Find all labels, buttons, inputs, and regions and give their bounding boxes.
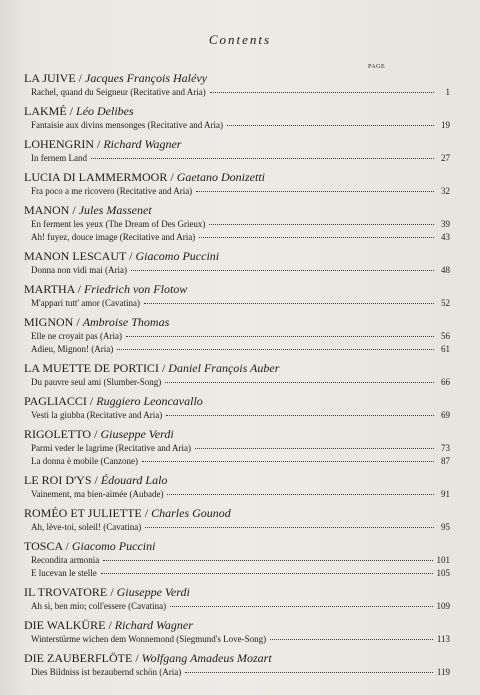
aria-title: Donna non vidi mai (Aria) xyxy=(31,265,127,275)
aria-title: E lucevan le stelle xyxy=(31,568,97,578)
composer-name: Léo Delibes xyxy=(76,104,134,118)
toc-entry xyxy=(24,282,450,309)
dot-leader xyxy=(209,215,434,225)
aria-title: Ah! fuyez, douce image (Recitative and Aria) xyxy=(31,232,196,242)
aria-title: Fra poco a me ricovero (Recitative and Aria) xyxy=(31,186,193,196)
page-number: 61 xyxy=(441,344,450,354)
page-number: 43 xyxy=(441,232,450,242)
page-number: 95 xyxy=(441,522,450,532)
composer-name: Jacques François Halévy xyxy=(85,71,207,85)
toc-entry xyxy=(24,651,450,678)
page-number: 39 xyxy=(441,219,450,229)
separator-slash: / xyxy=(91,427,101,441)
separator-slash: / xyxy=(73,315,83,329)
aria-row xyxy=(31,296,450,309)
composer-name: Giacomo Puccini xyxy=(135,249,220,263)
aria-row xyxy=(31,342,450,355)
aria-title: Recondita armonia xyxy=(31,555,100,565)
dot-leader xyxy=(210,83,434,93)
page-number: 73 xyxy=(441,443,450,453)
aria-title: Parmi veder le lagrime (Recitative and Aria) xyxy=(31,443,191,453)
aria-title: Fantaisie aux divins mensonges (Recitative and Aria) xyxy=(31,120,223,130)
dot-leader xyxy=(195,439,434,449)
dot-leader xyxy=(170,597,432,607)
opera-title: ROMÉO ET JULIETTE xyxy=(24,506,142,520)
opera-title: LE ROI D'YS xyxy=(24,473,92,487)
dot-leader xyxy=(117,340,434,350)
opera-title: LAKMÉ xyxy=(24,104,67,118)
page-number: 105 xyxy=(436,568,450,578)
composer-name: Charles Gounod xyxy=(151,506,231,520)
toc-entry xyxy=(24,71,450,98)
composer-name: Ruggiero Leoncavallo xyxy=(96,394,203,408)
dot-leader xyxy=(126,327,434,337)
separator-slash: / xyxy=(74,282,84,296)
dot-leader xyxy=(196,182,434,192)
aria-row xyxy=(31,151,450,164)
dot-leader xyxy=(131,261,434,271)
opera-title: LUCIA DI LAMMERMOOR xyxy=(24,170,168,184)
toc-entry xyxy=(24,585,450,612)
aria-row xyxy=(31,665,450,678)
dot-leader xyxy=(167,485,434,495)
page-number: 19 xyxy=(441,120,450,130)
page-number: 91 xyxy=(441,489,450,499)
separator-slash: / xyxy=(91,473,101,487)
dot-leader xyxy=(270,630,433,640)
aria-title: Dies Bildniss ist bezaubernd schön (Aria) xyxy=(31,667,182,677)
separator-slash: / xyxy=(105,618,115,632)
toc-entry xyxy=(24,249,450,276)
dot-leader xyxy=(103,551,432,561)
separator-slash: / xyxy=(132,651,142,665)
dot-leader xyxy=(145,518,434,528)
opera-title: DIE ZAUBERFLÖTE xyxy=(24,651,133,665)
aria-title: Elle ne croyait pas (Aria) xyxy=(31,331,122,341)
toc-entry xyxy=(24,427,450,467)
page-number: 69 xyxy=(441,410,450,420)
separator-slash: / xyxy=(86,394,97,408)
page-number: 119 xyxy=(436,667,450,677)
dot-leader xyxy=(91,149,434,159)
page-number: 87 xyxy=(441,456,450,466)
opera-title: LA JUIVE xyxy=(24,71,76,85)
dot-leader xyxy=(185,663,433,673)
separator-slash: / xyxy=(94,137,104,151)
toc-entry xyxy=(24,506,450,533)
aria-row xyxy=(31,520,450,533)
opera-title: PAGLIACCI xyxy=(24,394,87,408)
opera-title: TOSCA xyxy=(24,539,63,553)
toc-entry xyxy=(24,618,450,645)
dot-leader xyxy=(166,406,434,416)
aria-row xyxy=(31,230,450,243)
toc-entry xyxy=(24,315,450,355)
toc-entry xyxy=(24,170,450,197)
composer-name: Giuseppe Verdi xyxy=(116,585,190,599)
toc-entry xyxy=(24,104,450,131)
dot-leader xyxy=(199,228,434,238)
opera-title: MANON xyxy=(24,203,70,217)
aria-title: Ah, lève-toi, soleil! (Cavatina) xyxy=(31,522,142,532)
aria-row xyxy=(31,599,450,612)
opera-title: LA MUETTE DE PORTICI xyxy=(24,361,159,375)
aria-title: Vesti la giubba (Recitative and Aria) xyxy=(31,410,163,420)
dot-leader xyxy=(144,294,434,304)
page-number: 32 xyxy=(441,186,450,196)
aria-title: M'appari tutt' amor (Cavatina) xyxy=(31,298,140,308)
composer-name: Jules Massenet xyxy=(78,203,152,217)
composer-name: Giacomo Puccini xyxy=(71,539,156,553)
aria-row xyxy=(31,566,450,579)
dot-leader xyxy=(165,373,434,383)
aria-row xyxy=(31,118,450,131)
aria-row xyxy=(31,487,450,500)
dot-leader xyxy=(227,116,434,126)
aria-title: La donna è mobile (Canzone) xyxy=(31,456,138,466)
aria-title: En ferment les yeux (The Dream of Des Grieux) xyxy=(31,219,206,229)
composer-name: Gaetano Donizetti xyxy=(176,170,266,184)
separator-slash: / xyxy=(66,104,77,118)
composer-name: Giuseppe Verdi xyxy=(100,427,174,441)
composer-name: Wolfgang Amadeus Mozart xyxy=(141,651,272,665)
aria-title: Adieu, Mignon! (Aria) xyxy=(31,344,114,354)
separator-slash: / xyxy=(62,539,72,553)
separator-slash: / xyxy=(158,361,169,375)
page-number: 52 xyxy=(441,298,450,308)
page-number: 1 xyxy=(445,87,450,97)
separator-slash: / xyxy=(69,203,79,217)
opera-title: MANON LESCAUT xyxy=(24,249,127,263)
aria-title: Winterstürme wichen dem Wonnemond (Siegmund's Love-Song) xyxy=(31,634,267,644)
aria-row xyxy=(31,375,450,388)
page-column-label: PAGE xyxy=(368,64,386,70)
aria-row xyxy=(31,263,450,276)
separator-slash: / xyxy=(75,71,86,85)
toc-entry xyxy=(24,539,450,579)
page-number: 56 xyxy=(441,331,450,341)
aria-row xyxy=(31,632,450,645)
table-of-contents xyxy=(24,71,450,678)
toc-entry xyxy=(24,394,450,421)
page-number: 113 xyxy=(436,634,450,644)
opera-title: DIE WALKÜRE xyxy=(24,618,106,632)
aria-row xyxy=(31,454,450,467)
composer-name: Daniel François Auber xyxy=(168,361,280,375)
aria-title: Rachel, quand du Seigneur (Recitative and Aria) xyxy=(31,87,206,97)
aria-row xyxy=(31,408,450,421)
toc-entry xyxy=(24,473,450,500)
opera-title: MARTHA xyxy=(24,282,75,296)
page-number: 109 xyxy=(436,601,450,611)
composer-name: Édouard Lalo xyxy=(100,473,168,487)
opera-title: LOHENGRIN xyxy=(24,137,94,151)
opera-title: RIGOLETTO xyxy=(24,427,92,441)
toc-entry xyxy=(24,361,450,388)
page-number: 101 xyxy=(436,555,450,565)
separator-slash: / xyxy=(167,170,177,184)
page-number: 27 xyxy=(441,153,450,163)
composer-name: Ambroise Thomas xyxy=(82,315,170,329)
separator-slash: / xyxy=(107,585,117,599)
page-number: 66 xyxy=(441,377,450,387)
composer-name: Friedrich von Flotow xyxy=(83,282,188,296)
page-number: 48 xyxy=(441,265,450,275)
toc-entry xyxy=(24,203,450,243)
aria-title: Vainement, ma bien-aimée (Aubade) xyxy=(31,489,164,499)
aria-row xyxy=(31,85,450,98)
aria-title: Ah sì, ben mio; coll'essere (Cavatina) xyxy=(31,601,167,611)
page-title: Contents xyxy=(208,32,272,47)
composer-name: Richard Wagner xyxy=(114,618,193,632)
toc-entry xyxy=(24,137,450,164)
dot-leader xyxy=(142,452,434,462)
separator-slash: / xyxy=(126,249,136,263)
aria-title: Du pauvre seul ami (Slumber-Song) xyxy=(31,377,162,387)
separator-slash: / xyxy=(141,506,152,520)
aria-row xyxy=(31,184,450,197)
composer-name: Richard Wagner xyxy=(103,137,182,151)
opera-title: MIGNON xyxy=(24,315,74,329)
dot-leader xyxy=(101,564,433,574)
aria-title: In fernem Land xyxy=(31,153,87,163)
opera-title: IL TROVATORE xyxy=(24,585,108,599)
